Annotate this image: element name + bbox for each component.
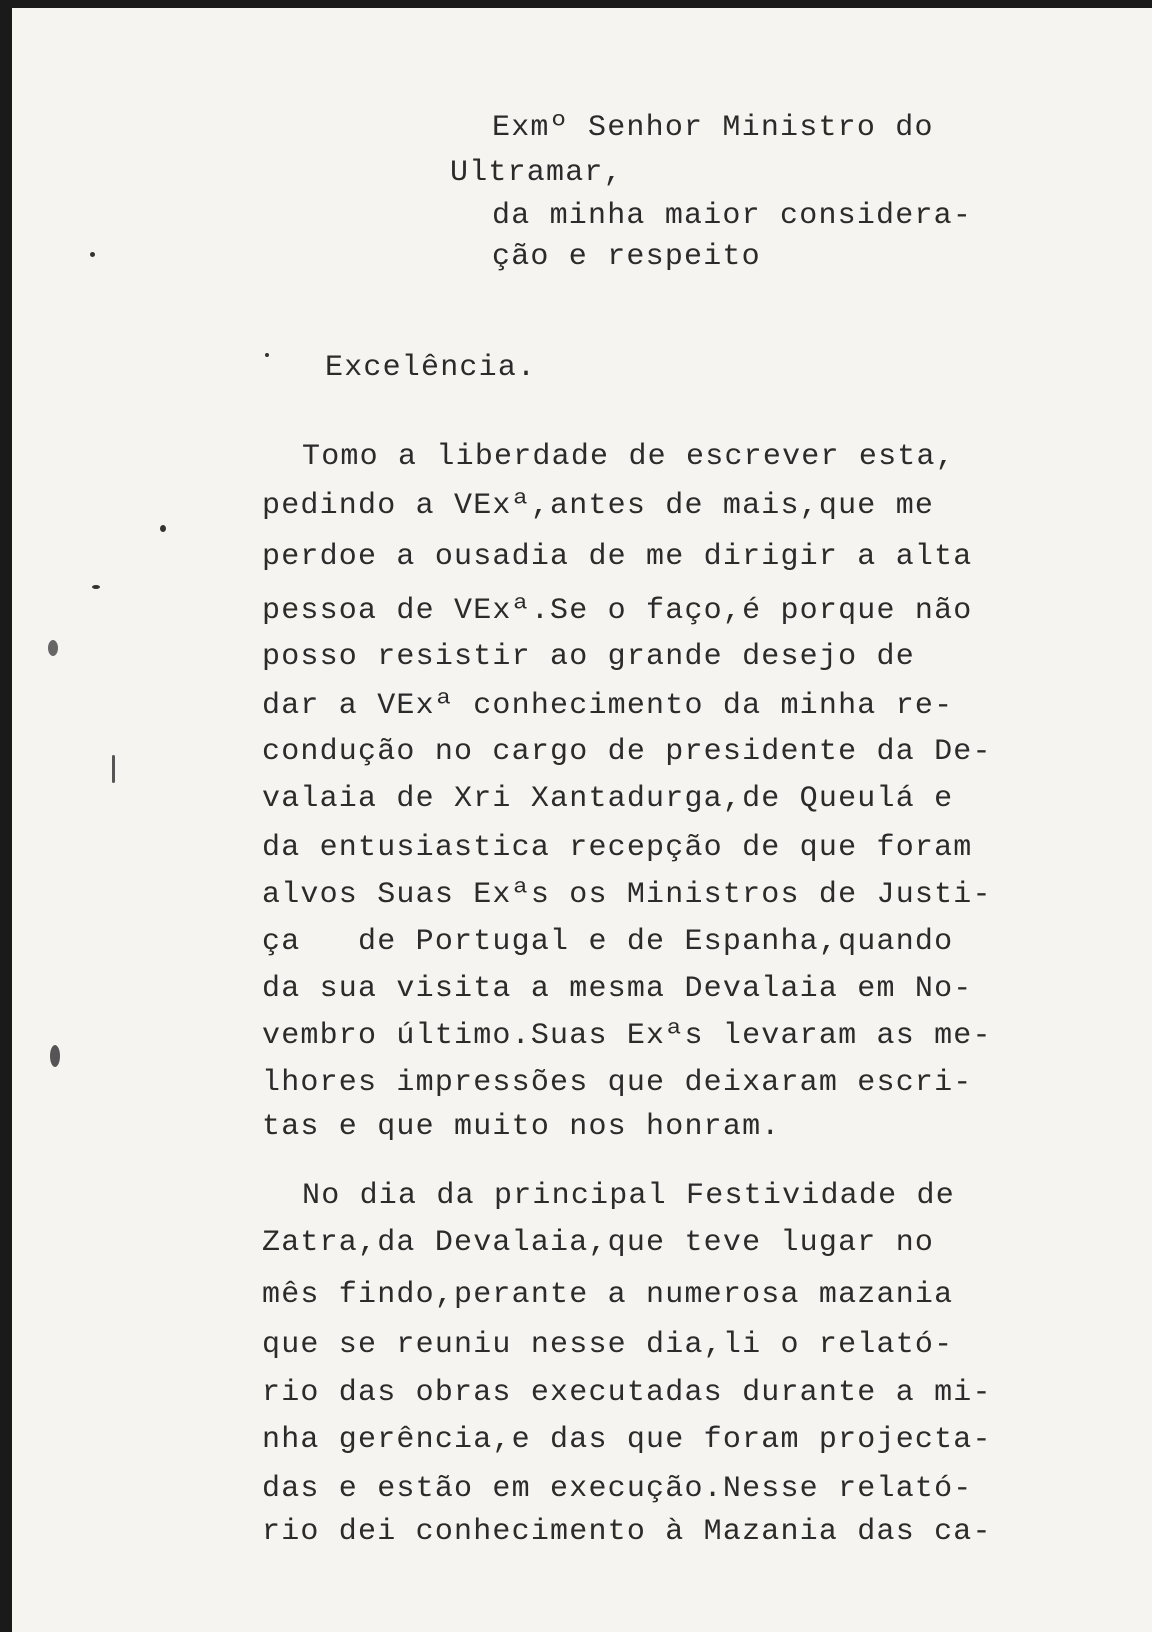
address-line-1: Exmº Senhor Ministro do	[492, 111, 934, 145]
body-line: No dia da principal Festividade de	[302, 1179, 955, 1213]
body-line: lhores impressões que deixaram escri-	[262, 1066, 973, 1100]
body-line: rio dei conhecimento à Mazania das ca-	[262, 1515, 992, 1549]
body-line: rio das obras executadas durante a mi-	[262, 1376, 992, 1410]
body-line: ça de Portugal e de Espanha,quando	[262, 925, 954, 959]
scan-speck	[265, 353, 269, 357]
body-line: alvos Suas Exªs os Ministros de Justi-	[262, 878, 992, 912]
salutation: Excelência.	[325, 351, 537, 385]
scan-speck	[160, 525, 166, 532]
scan-speck	[50, 1045, 60, 1067]
scan-speck	[92, 585, 100, 589]
body-line: dar a VExª conhecimento da minha re-	[262, 689, 954, 723]
body-line: posso resistir ao grande desejo de	[262, 640, 915, 674]
scan-speck	[112, 755, 115, 783]
body-line: nha gerência,e das que foram projecta-	[262, 1423, 992, 1457]
body-line: condução no cargo de presidente da De-	[262, 735, 992, 769]
body-line: valaia de Xri Xantadurga,de Queulá e	[262, 782, 954, 816]
body-line: mês findo,perante a numerosa mazania	[262, 1278, 954, 1312]
body-line: Tomo a liberdade de escrever esta,	[302, 440, 955, 474]
body-line: pessoa de VExª.Se o faço,é porque não	[262, 594, 973, 628]
address-line-2: Ultramar,	[450, 156, 623, 190]
body-line: perdoe a ousadia de me dirigir a alta	[262, 540, 973, 574]
scan-speck	[90, 252, 95, 257]
body-line: da sua visita a mesma Devalaia em No-	[262, 972, 973, 1006]
body-line: que se reuniu nesse dia,li o relató-	[262, 1328, 954, 1362]
address-line-3: da minha maior considera-	[492, 199, 973, 233]
scan-border-left	[0, 0, 12, 1632]
scan-speck	[48, 640, 58, 656]
body-line: da entusiastica recepção de que foram	[262, 831, 973, 865]
body-line: pedindo a VExª,antes de mais,que me	[262, 489, 935, 523]
body-line: tas e que muito nos honram.	[262, 1110, 781, 1144]
body-line: das e estão em execução.Nesse relató-	[262, 1472, 973, 1506]
address-line-4: ção e respeito	[492, 240, 761, 274]
body-line: Zatra,da Devalaia,que teve lugar no	[262, 1226, 935, 1260]
body-line: vembro último.Suas Exªs levaram as me-	[262, 1019, 992, 1053]
scan-border-top	[0, 0, 1152, 8]
